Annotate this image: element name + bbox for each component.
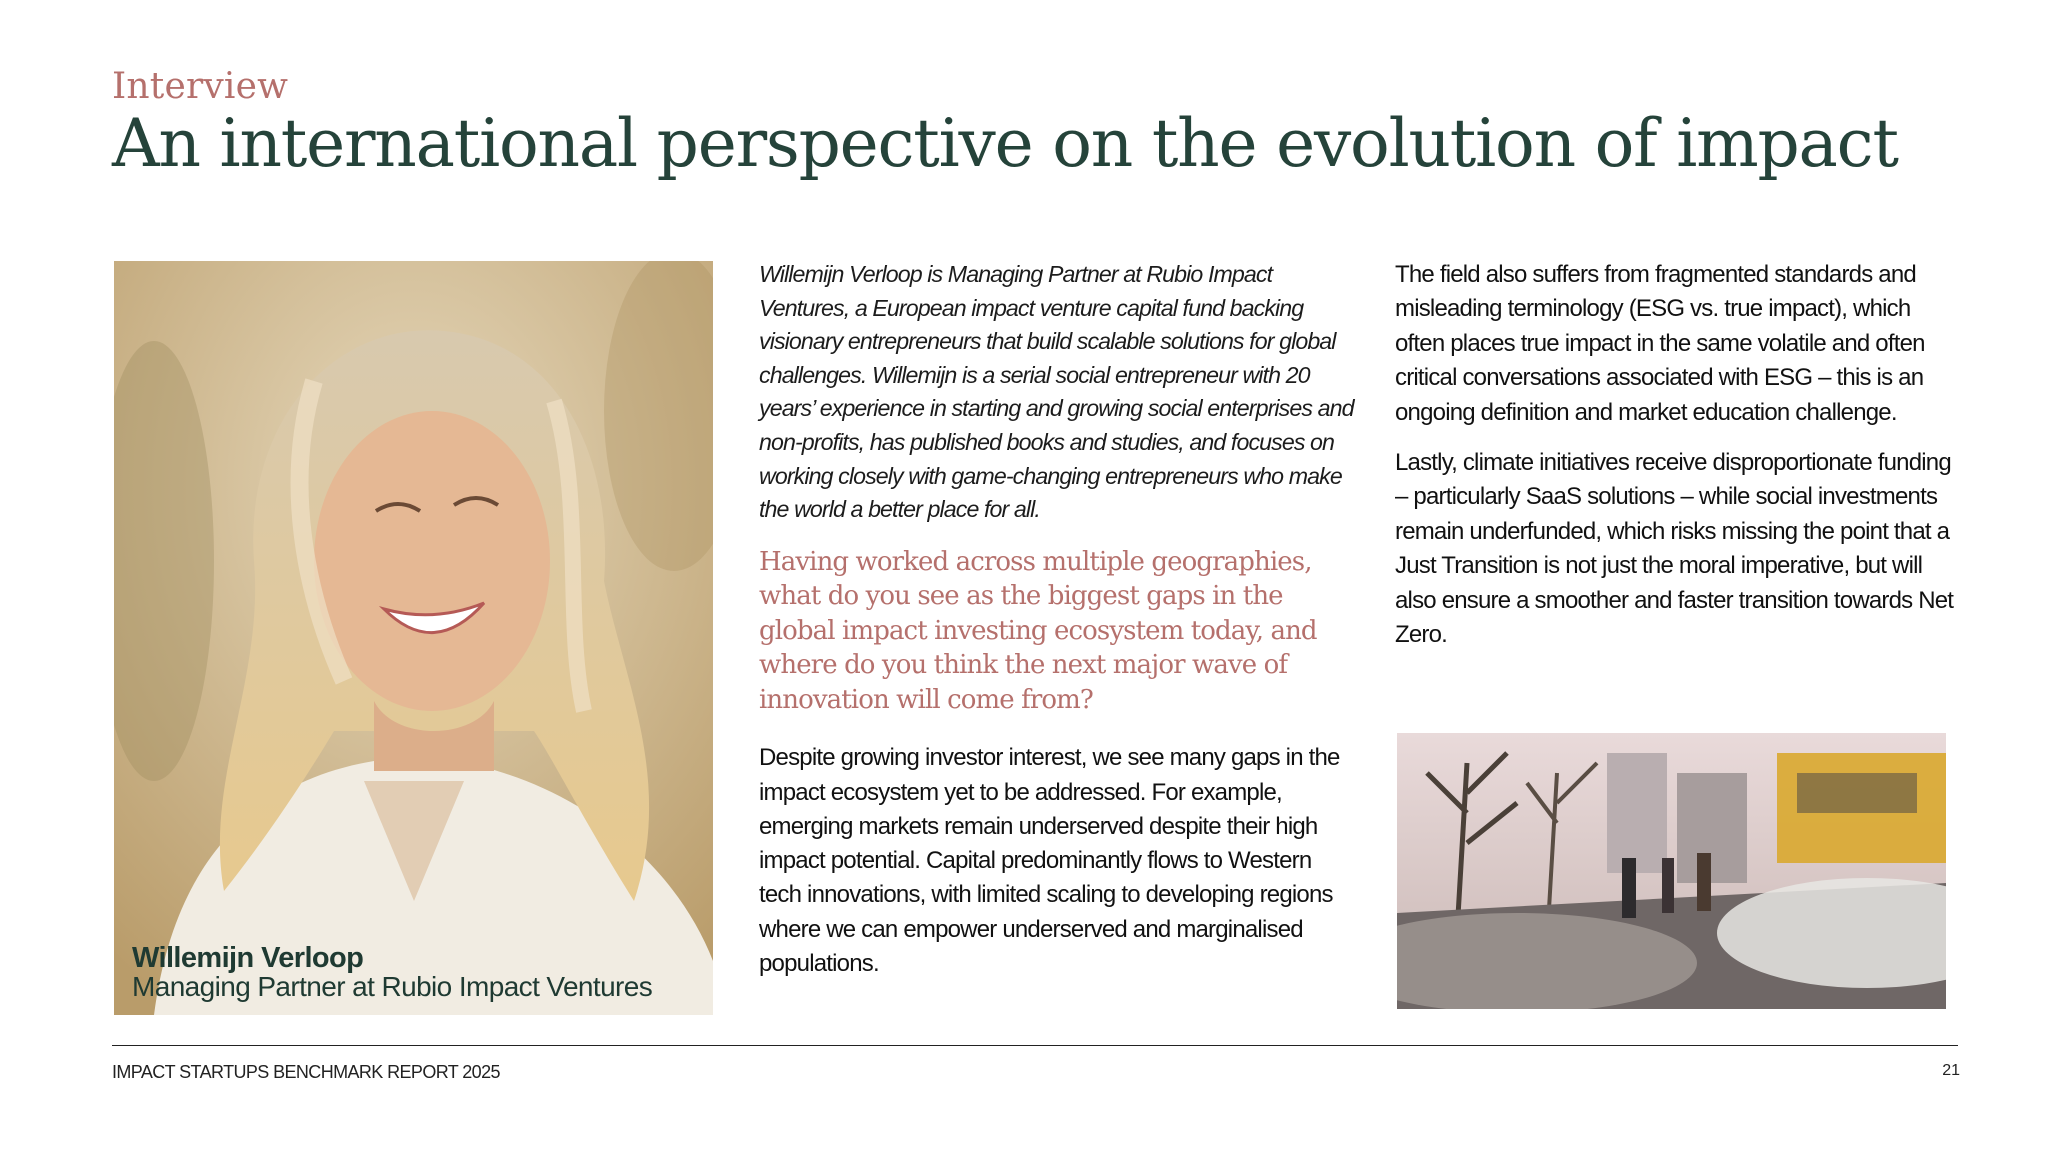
page-number: 21 (1942, 1062, 1960, 1079)
interviewee-intro: Willemijn Verloop is Managing Partner at Rubio Impact Ventures, a European impact venture capital fund backing visionary entrepreneurs that build scalable solutions for global challenges. Willemijn is a serial social entrepreneur with 20 years’ experience in starting and growing social enterprises and non-profits, has published books and studies, and focuses on working closely with game-changing entrepreneurs who make the world a better place for all. (759, 261, 1354, 523)
portrait-caption-name: Willemijn Verloop (132, 942, 364, 974)
street-illustration (1397, 733, 1946, 1009)
middle-column (759, 258, 1359, 981)
portrait-illustration (114, 261, 713, 1015)
portrait-photo (114, 261, 713, 1015)
portrait-caption-role: Managing Partner at Rubio Impact Ventures (132, 971, 653, 1002)
street-photo (1397, 733, 1946, 1009)
footer-report-title: IMPACT STARTUPS BENCHMARK REPORT 2025 (112, 1062, 500, 1082)
interview-answer: Despite growing investor interest, we see many gaps in the impact ecosystem yet to be addressed. For example, emerging markets remain underserved despite their high impact potential. Capital predominantly flows to Western tech innovations, with limited scaling to developing regions where we can empower underserved and marginalised populations. (759, 744, 1340, 978)
answer-paragraph-2: Lastly, climate initiatives receive disproportionate funding – particularly SaaS solutions – while social investments remain underfunded, which risks missing the point that a Just Transition is not just the moral imperative, but will also ensure a smoother and faster transition towards Net Zero. (1395, 449, 1954, 649)
page-title: An international perspective on the evolution of impact (112, 105, 1898, 182)
right-column (1395, 258, 1955, 652)
interview-question: Having worked across multiple geographies, what do you see as the biggest gaps in the global impact investing ecosystem today, and where do you think the next major wave of innovation will come from? (759, 546, 1317, 715)
section-kicker: Interview (112, 66, 289, 107)
answer-paragraph-1: The field also suffers from fragmented standards and misleading terminology (ESG vs. true impact), which often places true impact in the same volatile and often critical conversations associated with ESG – this is an ongoing definition and market education challenge. (1395, 261, 1925, 426)
footer-divider (112, 1045, 1958, 1046)
